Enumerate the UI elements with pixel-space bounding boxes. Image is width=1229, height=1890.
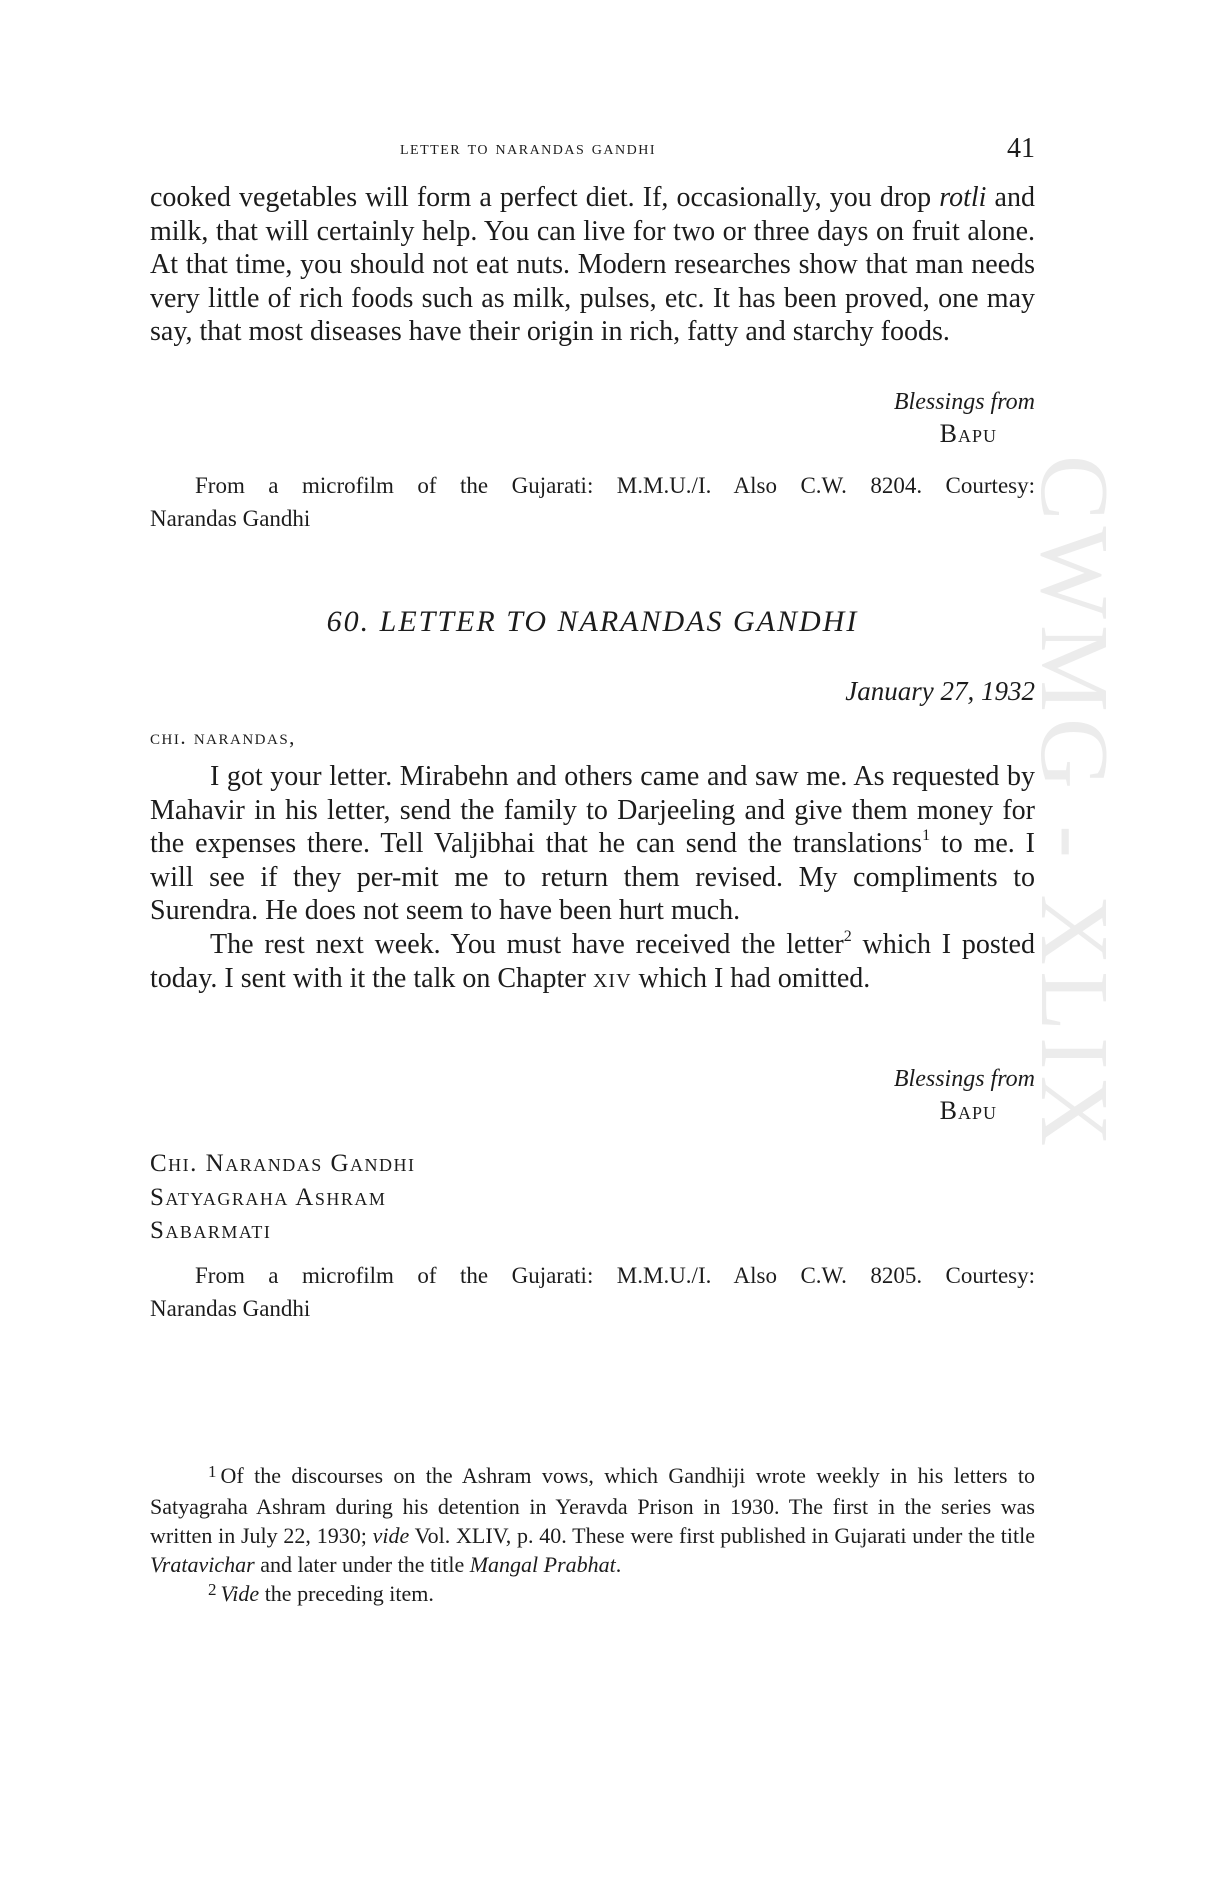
text-run: to me. I will see if they per-mit me to return them revised. My compliments to Surendra. He does not seem to have been hurt much.: [150, 828, 1035, 927]
text-line: foods such as milk, pulses, etc. It has been proved, one may say,: [150, 282, 1036, 348]
address-line: Chi. Narandas Gandhi: [150, 1150, 416, 1177]
letter1-body: [150, 181, 1035, 349]
chapter-numeral: xiv: [592, 962, 632, 994]
text-line: drop: [879, 182, 940, 213]
letter2-paragraph-2: [150, 928, 1035, 995]
page-number: 41: [1007, 133, 1035, 164]
text-run: and later under the title: [254, 1552, 470, 1577]
blessing-text: Blessings from: [893, 1066, 1035, 1092]
text-run: which I had omitted.: [631, 962, 871, 994]
salutation: chi. narandas,: [150, 725, 296, 749]
italic-title: Vratavichar: [150, 1552, 255, 1577]
text-run: which I posted today. I sent with it the talk on Chapter: [150, 928, 1035, 994]
collection-watermark: [1012, 455, 1128, 1455]
letter2-source: [150, 1259, 1035, 1325]
footnote-1: [150, 1461, 1035, 1579]
source-line: From a microfilm of the Gujarati: M.M.U./I. Also C.W. 8204. Courtesy:: [195, 473, 1035, 498]
source-line: From a microfilm of the Gujarati: M.M.U./I. Also C.W. 8205. Courtesy:: [195, 1263, 1035, 1288]
italic-title: Mangal Prabhat: [469, 1552, 616, 1577]
letter2-paragraph-1: [150, 760, 1035, 928]
signature-name: Bapu: [939, 1096, 997, 1125]
text-line: cooked vegetables will form a perfect diet. If, occasionally, you: [150, 182, 872, 213]
running-title: letter to narandas gandhi: [400, 137, 657, 159]
letter1-source: [150, 469, 1035, 535]
footnote-marker: 2: [843, 927, 852, 945]
blessing-text: Blessings from: [893, 389, 1035, 415]
letter1-paragraph: [150, 181, 1035, 349]
letter2-body: [150, 760, 1035, 995]
text-line: two or three days on fruit alone. At that time, you should not eat: [150, 215, 1035, 281]
footnote-2: [150, 1579, 1035, 1610]
book-page: [150, 0, 1035, 1890]
letter1-signature: [735, 387, 1035, 451]
text-run: the preceding item.: [259, 1581, 434, 1606]
text-run: The rest next week. You must have received the letter: [210, 928, 844, 960]
address-line: Sabarmati: [150, 1217, 272, 1244]
footnote-number: 2: [208, 1580, 217, 1599]
text-line: that most diseases have their origin in rich, fatty and starchy foods.: [199, 316, 950, 348]
text-line: and milk, that will certainly help. You can live for: [150, 182, 1035, 247]
document-heading: 60. LETTER TO NARANDAS GANDHI: [326, 605, 859, 638]
watermark-text: CWMG - XLIX: [1020, 455, 1128, 1153]
italic-term: rotli: [939, 182, 987, 213]
footnote-marker: 1: [922, 826, 931, 844]
italic-term: vide: [372, 1523, 410, 1548]
letter-date: January 27, 1932: [845, 676, 1035, 706]
text-run: I got your letter. Mirabehn and others came and saw me. As requested by Mahavir in his letter, send the family to Darjeeling and give them money for the expenses there. Tell Valjibhai that he can send the translations: [150, 761, 1035, 860]
address-line: Satyagraha Ashram: [150, 1183, 387, 1211]
text-line: nuts. Modern researches show that man needs very little of rich: [150, 249, 1036, 314]
footnotes: [150, 1461, 1035, 1610]
text-run: Vol. XLIV, p. 40. These were first published in Gujarati under the title: [409, 1523, 1035, 1548]
source-line: Narandas Gandhi: [150, 506, 311, 531]
text-run: .: [615, 1552, 622, 1577]
text-run: Of the discourses on the Ashram vows, which Gandhiji wrote weekly in his letters to Satyagraha Ashram during his detention in Yeravda Prison in 1930. The first in the series was written in July 22, 1930;: [150, 1463, 1035, 1548]
source-line: Narandas Gandhi: [150, 1296, 311, 1321]
letter2-signature: [735, 1064, 1035, 1128]
signature-name: Bapu: [939, 419, 997, 448]
italic-term: Vide: [220, 1581, 260, 1606]
running-head: [150, 133, 1035, 169]
footnote-number: 1: [208, 1462, 217, 1481]
recipient-address: [150, 1147, 416, 1248]
